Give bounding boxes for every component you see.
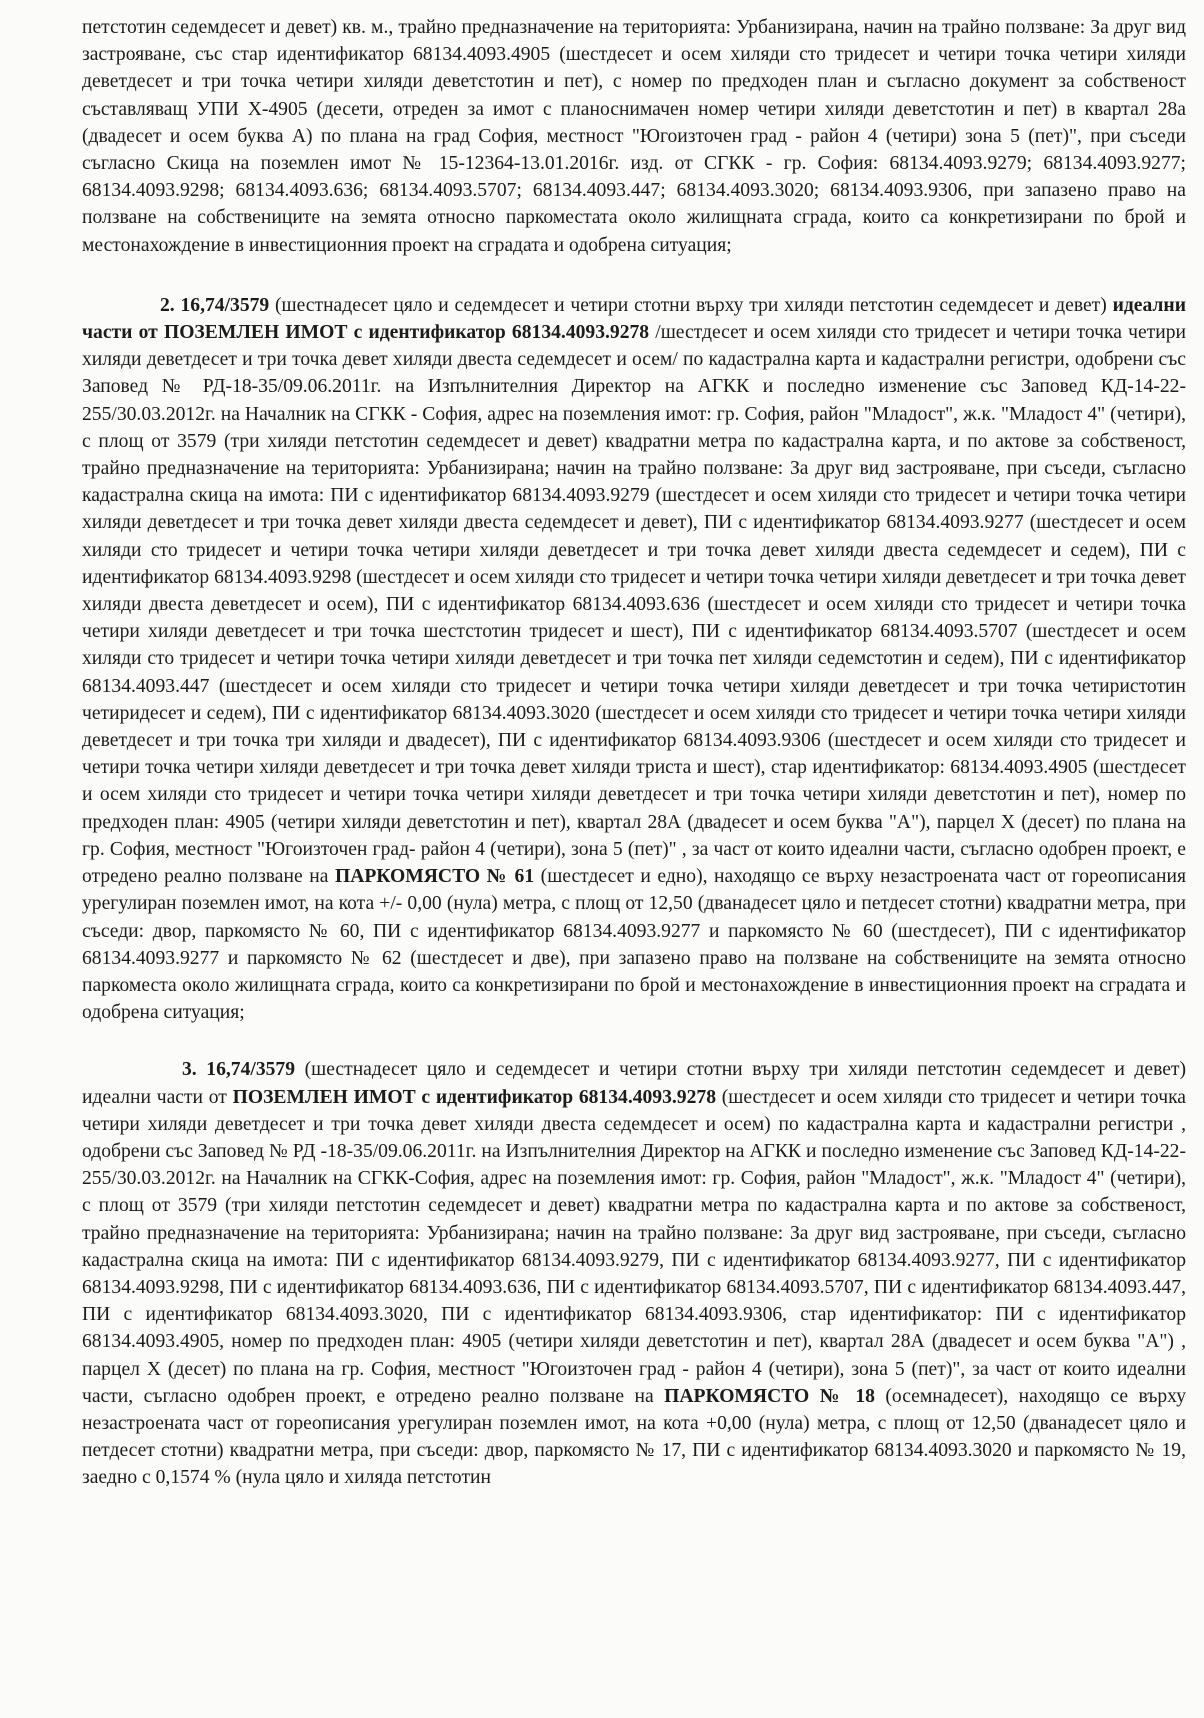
property-identifier: идеални части от ПОЗЕМЛЕН ИМОТ с идентификатор 68134.4093.9278	[82, 294, 1187, 344]
text-segment: петстотин седемдесет и девет) кв. м., трайно предназначение на територията: Урбанизирана, начин на трайно ползване: За друг вид застрояване, със стар идентификатор 68134.4093.4905 (шестдесет и осем хиляди сто тридесет и четири точка четири хиляди деветдесет и три точка четири хиляди деветстотин и пет), с номер по предходен план и съгласно документ за собственост съставляващ УПИ Х-4905 (десети, отреден за имот с планоснимачен номер четири хиляди деветстотин и пет) в квартал 28а (двадесет и осем буква А) по плана на град София, местност "Югоизточен град - район 4 (четири) зона 5 (пет)", при съседи съгласно Скица на поземлен имот № 15-12364-13.01.2016г. изд. от СГКК - гр. София: 68134.4093.9279; 68134.4093.9277; 68134.4093.9298; 68134.4093.636; 68134.4093.5707; 68134.4093.447; 68134.4093.3020; 68134.4093.9306, при запазено право на ползване на собствениците на земята относно паркоместата около жилищната сграда, които са конкретизирани по брой и местонахождение в инвестиционния проект на сградата и одобрена ситуация;	[82, 17, 1186, 256]
property-identifier: ПОЗЕМЛЕН ИМОТ с идентификатор 68134.4093.9278	[232, 1086, 716, 1108]
text-segment: /шестдесет и осем хиляди сто тридесет и четири точка четири хиляди деветдесет и три точка девет хиляди двеста седемдесет и осем/ по кадастрална карта и кадастрални регистри, одобрени със Заповед № РД-18-35/09.06.2011г. на Изпълнителния Директор на АГКК и последно изменение със Заповед КД-14-22-255/30.03.2012г. на Началник на СГКК - София, адрес на поземления имот: гр. София, район "Младост", ж.к. "Младост 4" (четири), с площ от 3579 (три хиляди петстотин седемдесет и девет) квадратни метра по кадастрална карта, и по актове за собственост, трайно предназначение на територията: Урбанизирана; начин на трайно ползване: За друг вид застрояване, при съседи, съгласно кадастрална скица на имота: ПИ с идентификатор 68134.4093.9279 (шестдесет и осем хиляди сто тридесет и четири точка четири хиляди деветдесет и три точка девет хиляди двеста седемдесет и девет), ПИ с идентификатор 68134.4093.9277 (шестдесет и осем хиляди сто тридесет и четири точка четири хиляди деветдесет и три точка девет хиляди двеста седемдесет и седем), ПИ с идентификатор 68134.4093.9298 (шестдесет и осем хиляди сто тридесет и четири точка четири хиляди деветдесет и три точка девет хиляди двеста деветдесет и осем), ПИ с идентификатор 68134.4093.636 (шестдесет и осем хиляди сто тридесет и четири точка четири хиляди деветдесет и три точка шестстотин тридесет и шест), ПИ с идентификатор 68134.4093.5707 (шестдесет и осем хиляди сто тридесет и четири точка четири хиляди деветдесет и три точка пет хиляди седемстотин и седем), ПИ с идентификатор 68134.4093.447 (шестдесет и осем хиляди сто тридесет и четири точка четири хиляди деветдесет и три точка четиристотин четиридесет и седем), ПИ с идентификатор 68134.4093.3020 (шестдесет и осем хиляди сто тридесет и четири точка четири хиляди деветдесет и три точка три хиляди и двадесет), ПИ с идентификатор 68134.4093.9306 (шестдесет и осем хиляди сто тридесет и четири точка четири хиляди деветдесет и три точка девет хиляди триста и шест), стар идентификатор: 68134.4093.4905 (шестдесет и осем хиляди сто тридесет и четири точка четири хиляди деветдесет и три точка четири хиляди деветстотин и пет), номер по предходен план: 4905 (четири хиляди деветстотин и пет), квартал 28А (двадесет и осем буква "А"), парцел Х (десет) по плана на гр. София, местност "Югоизточен град- район 4 (четири), зона 5 (пет)" , за част от които идеални части, съгласно одобрен проект, е отредено реално ползване на	[82, 322, 1186, 888]
paragraph-1	[82, 14, 1186, 259]
paragraph-3	[82, 1056, 1186, 1491]
text-segment: (шестнадесет цяло и седемдесет и четири стотни върху три хиляди петстотин седемдесет и девет)	[269, 294, 1113, 316]
parking-space-number: ПАРКОМЯСТО № 18	[664, 1385, 875, 1407]
item-number-fraction: 3. 16,74/3579	[182, 1059, 296, 1081]
text-segment: (шестдесет и едно), находящо се върху незастроената част от гореописания урегулиран поземлен имот, на кота +/- 0,00 (нула) метра, с площ от 12,50 (дванадесет цяло и петдесет стотни) квадратни метра, при съседи: двор, паркомясто № 60, ПИ с идентификатор 68134.4093.9277 и паркомясто № 60 (шестдесет), ПИ с идентификатор 68134.4093.9277 и паркомясто № 62 (шестдесет и две), при запазено право на ползване на собствениците на земята относно паркоместа около жилищната сграда, които са конкретизирани по брой и местонахождение в инвестиционния проект на сградата и одобрена ситуация;	[82, 866, 1186, 1024]
parking-space-number: ПАРКОМЯСТО № 61	[334, 866, 535, 888]
text-segment: (шестнадесет цяло и седемдесет и четири стотни върху три хиляди петстотин седемдесет и девет) идеални части от	[82, 1059, 1187, 1108]
text-segment: (осемнадесет), находящо се върху незастроената част от гореописания урегулиран поземлен имот, на кота +0,00 (нула) метра, с площ от 12,50 (дванадесет цяло и петдесет стотни) квадратни метра, при съседи: двор, паркомясто № 17, ПИ с идентификатор 68134.4093.3020 и паркомясто № 19, заедно с 0,1574 % (нула цяло и хиляда петстотин	[82, 1385, 1186, 1489]
item-number-fraction: 2. 16,74/3579	[160, 294, 270, 316]
text-segment: (шестдесет и осем хиляди сто тридесет и четири точка четири хиляди деветдесет и три точка девет хиляди двеста седемдесет и осем) по кадастрална карта и кадастрални регистри , одобрени със Заповед № РД -18-35/09.06.2011г. на Изпълнителния Директор на АГКК и последно изменение със Заповед КД-14-22-255/30.03.2012г. на Началник на СГКК-София, адрес на поземления имот: гр. София, район "Младост", ж.к. "Младост 4" (четири), с площ от 3579 (три хиляди петстотин седемдесет и девет) квадратни метра по кадастрална карта и по актове за собственост, трайно предназначение на територията: Урбанизирана; начин на трайно ползване: За друг вид застрояване, при съседи, съгласно кадастрална скица на имота: ПИ с идентификатор 68134.4093.9279, ПИ с идентификатор 68134.4093.9277, ПИ с идентификатор 68134.4093.9298, ПИ с идентификатор 68134.4093.636, ПИ с идентификатор 68134.4093.5707, ПИ с идентификатор 68134.4093.447, ПИ с идентификатор 68134.4093.3020, ПИ с идентификатор 68134.4093.9306, стар идентификатор: ПИ с идентификатор 68134.4093.4905, номер по предходен план: 4905 (четири хиляди деветстотин и пет), квартал 28А (двадесет и осем буква "А") , парцел Х (десет) по плана на гр. София, местност "Югоизточен град - район 4 (четири), зона 5 (пет)", за част от които идеални части, съгласно одобрен проект, е отредено реално ползване на	[82, 1086, 1187, 1407]
paragraph-2	[82, 292, 1186, 1026]
